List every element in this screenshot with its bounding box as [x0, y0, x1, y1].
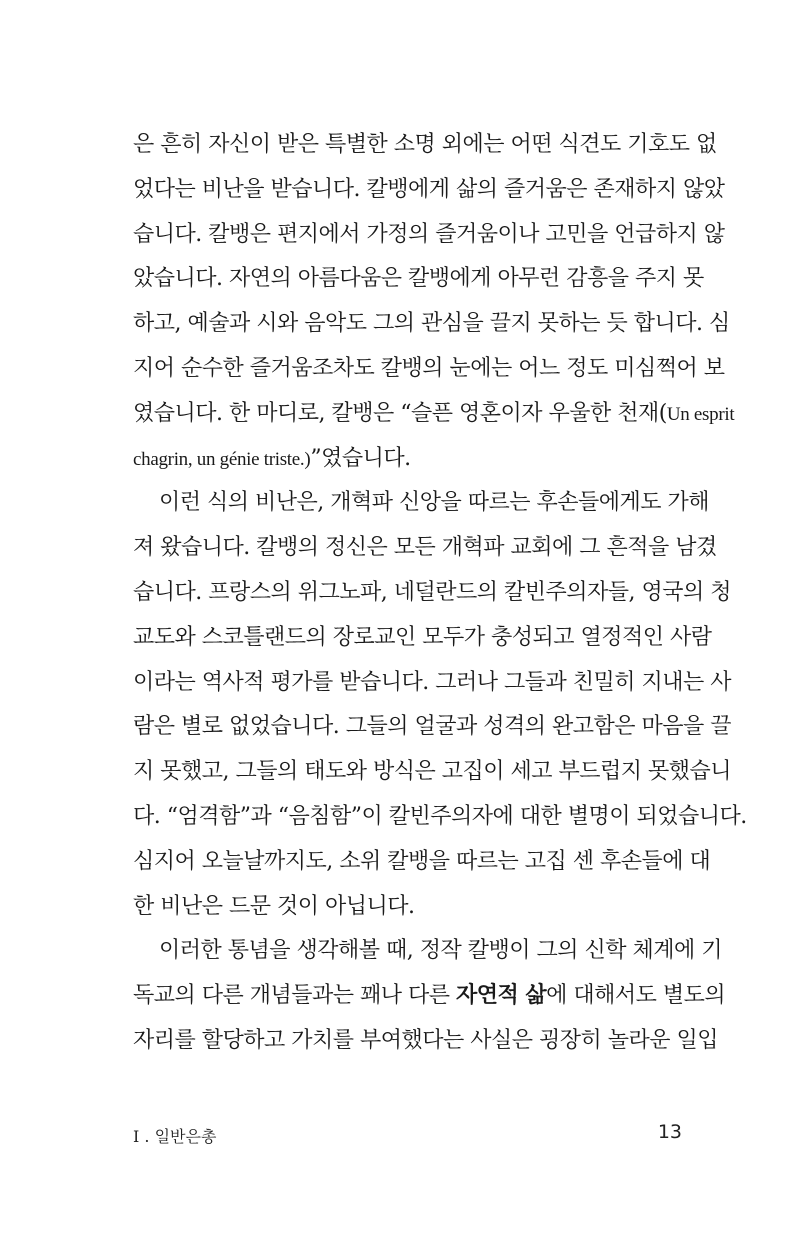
text-line: 었다는 비난을 받습니다. 칼뱅에게 삶의 즐거움은 존재하지 않았	[133, 176, 725, 202]
text-line: 심지어 오늘날까지도, 소위 칼뱅을 따르는 고집 센 후손들에 대	[133, 848, 711, 874]
text-line: 져 왔습니다. 칼뱅의 정신은 모든 개혁파 교회에 그 흔적을 남겼	[133, 535, 717, 561]
text-line: 습니다. 칼뱅은 편지에서 가정의 즐거움이나 고민을 언급하지 않	[133, 221, 725, 247]
running-footer-chapter: I . 일반은총	[133, 1127, 217, 1146]
french-quote: Un esprit	[666, 403, 735, 425]
text-line: 다. “엄격함”과 “음침함”이 칼빈주의자에 대한 별명이 되었습니다.	[133, 803, 747, 829]
text-segment: 독교의 다른 개념들과는 꽤나 다른	[133, 983, 456, 1009]
text-line: 교도와 스코틀랜드의 장로교인 모두가 충성되고 열정적인 사람	[133, 624, 712, 650]
text-line: 이라는 역사적 평가를 받습니다. 그러나 그들과 친밀히 지내는 사	[133, 669, 731, 695]
text-line: 습니다. 프랑스의 위그노파, 네덜란드의 칼빈주의자들, 영국의 청	[133, 579, 731, 605]
text-line: 하고, 예술과 시와 음악도 그의 관심을 끌지 못하는 듯 합니다. 심	[133, 311, 730, 337]
paragraph-1	[133, 123, 735, 481]
body-text	[133, 123, 747, 1064]
text-line: 았습니다. 자연의 아름다움은 칼뱅에게 아무런 감흥을 주지 못	[133, 266, 704, 292]
text-segment: ”였습니다.	[310, 445, 411, 471]
text-segment: 였습니다. 한 마디로, 칼뱅은 “슬픈 영혼이자 우울한 천재(	[133, 400, 667, 426]
text-line	[133, 392, 735, 437]
paragraph-3	[133, 929, 726, 1063]
text-line	[133, 437, 683, 482]
text-line: 이러한 통념을 생각해볼 때, 정작 칼뱅이 그의 신학 체계에 기	[159, 938, 722, 964]
text-segment: 에 대해서도 별도의	[546, 983, 726, 1009]
text-line: 자리를 할당하고 가치를 부여했다는 사실은 굉장히 놀라운 일입	[133, 1027, 719, 1053]
text-line	[133, 974, 726, 1019]
page-number: 13	[657, 1121, 682, 1143]
french-quote: chagrin, un génie triste.)	[133, 448, 311, 470]
paragraph-2	[133, 481, 747, 929]
text-line: 이런 식의 비난은, 개혁파 신앙을 따르는 후손들에게도 가해	[159, 490, 709, 516]
text-line: 람은 별로 없었습니다. 그들의 얼굴과 성격의 완고함은 마음을 끌	[133, 714, 731, 740]
emphasis-natural-life: 자연적 삶	[456, 983, 547, 1009]
text-line: 은 흔히 자신이 받은 특별한 소명 외에는 어떤 식견도 기호도 없	[133, 132, 717, 157]
text-line: 지 못했고, 그들의 태도와 방식은 고집이 세고 부드럽지 못했습니	[133, 759, 731, 785]
text-line: 지어 순수한 즐거움조차도 칼뱅의 눈에는 어느 정도 미심쩍어 보	[133, 355, 725, 381]
text-line: 한 비난은 드문 것이 아닙니다.	[133, 893, 415, 919]
